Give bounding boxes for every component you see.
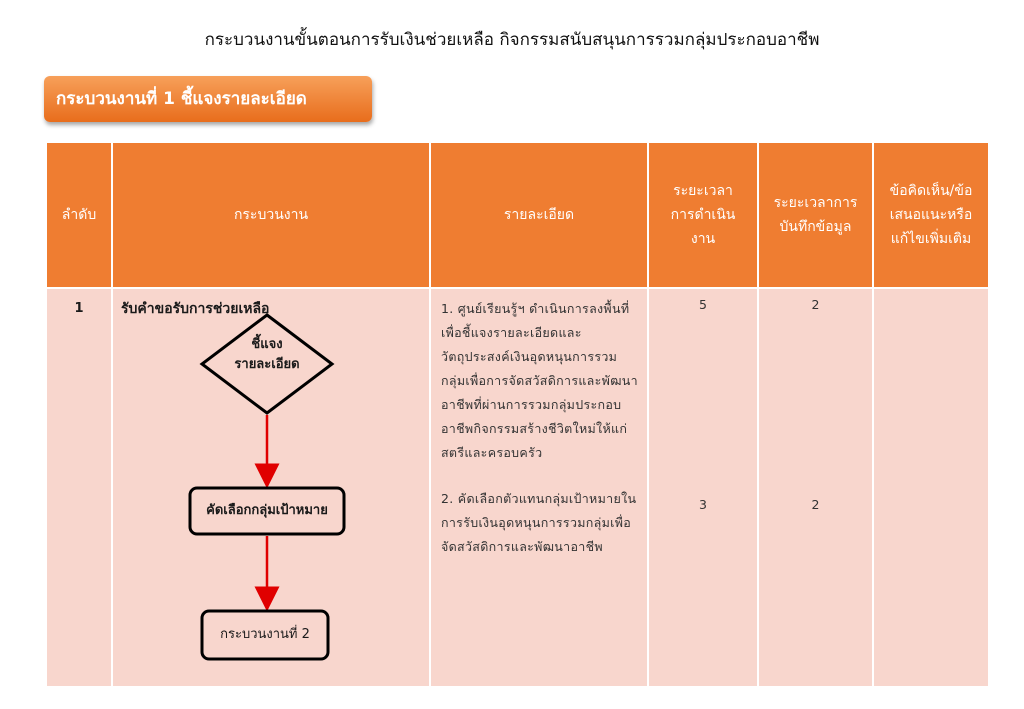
process-title: รับคำขอรับการช่วยเหลือ: [121, 301, 270, 317]
header-process: กระบวนงาน: [112, 142, 430, 288]
decision-label-line2: รายละเอียด: [234, 357, 300, 372]
process-flow-cell: [112, 288, 430, 687]
document-title: กระบวนงานขั้นตอนการรับเงินช่วยเหลือ กิจกรรมสนับสนุนการรวมกลุ่มประกอบอาชีพ: [204, 30, 820, 50]
operation-time-2: 3: [699, 497, 707, 512]
comment-cell: [873, 288, 989, 687]
operation-time-1: 5: [699, 297, 707, 312]
record-time-2: 2: [811, 497, 820, 512]
record-time-1: 2: [811, 297, 820, 312]
header-operation-time: ระยะเวลาการดำเนินงาน: [648, 142, 758, 288]
detail-item-2: 2. คัดเลือกตัวแทนกลุ่มเป้าหมายในการรับเงินอุดหนุนการรวมกลุ่มเพื่อจัดสวัสดิการและพัฒนาอาชีพ: [441, 491, 637, 554]
step-label: คัดเลือกกลุ่มเป้าหมาย: [206, 503, 328, 518]
operation-time-cell: [648, 288, 758, 687]
header-record-time: ระยะเวลาการบันทึกข้อมูล: [758, 142, 873, 288]
decision-label-line1: ชี้แจง: [251, 337, 283, 352]
detail-item-1: 1. ศูนย์เรียนรู้ฯ ดำเนินการลงพื้นที่เพื่อชี้แจงรายละเอียดและวัตถุประสงค์เงินอุดหนุนการรวมกลุ่มเพื่อการจัดสวัสดิการและพัฒนาอาชีพที่ผ่านการรวมกลุ่มประกอบอาชีพกิจกรรมสร้างชีวิตใหม่ให้แก่สตรีและครอบครัว: [441, 301, 638, 460]
decision-label: [207, 335, 327, 375]
header-no: ลำดับ: [46, 142, 112, 288]
table-row: [46, 288, 989, 687]
record-time-cell: [758, 288, 873, 687]
detail-cell: [430, 288, 648, 687]
header-comment: ข้อคิดเห็น/ข้อเสนอแนะหรือแก้ไขเพิ่มเติม: [873, 142, 989, 288]
row-number: 1: [46, 288, 112, 687]
next-process-label: กระบวนงานที่ 2: [220, 627, 310, 642]
section-banner: กระบวนงานที่ 1 ชี้แจงรายละเอียด: [44, 76, 372, 122]
process-table: [45, 141, 990, 688]
table-header-row: [46, 142, 989, 288]
header-detail: รายละเอียด: [430, 142, 648, 288]
